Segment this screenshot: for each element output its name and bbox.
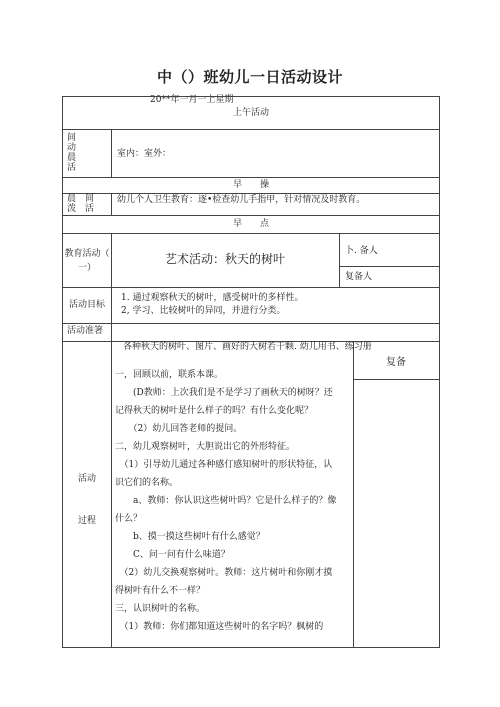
process-line: 什么？ <box>115 514 143 524</box>
materials-label: 活动准箸 <box>67 326 104 336</box>
inspection-label: 晨 间 泼 活 <box>67 194 95 214</box>
process-line: 二，幼儿观察树叶，大胆说出它的外形特征。 <box>115 442 296 452</box>
review-column-header: 复备 <box>386 357 406 368</box>
process-content <box>115 366 351 636</box>
process-line: （1）教师：你们都知道这些树叶的名字吗？枫树的 <box>115 622 324 632</box>
goal-item: 2, 学习、比较树叶的异同，并进行分类。 <box>121 306 286 316</box>
process-line: （1）引导幼儿通过各种感仃感知树叶的形状特征，认 <box>115 460 333 470</box>
activity-title: 艺术活动：秋天的树叶 <box>164 252 285 266</box>
edu-activity-label: 教育活动（ 一） <box>64 249 110 273</box>
inspection-content: 幼儿个人卫生教育：逐•检查幼儿手指甲，针对情况及时教育。 <box>117 195 366 205</box>
process-line: (D教师：上次我们是不是学习了画秋天的树呀？还 <box>115 388 333 398</box>
process-label: 活动 <box>77 474 96 484</box>
process-line: b、摸一摸这些树叶有什么感觉？ <box>115 532 265 542</box>
process-line: 识它们的名称。 <box>115 478 179 488</box>
process-line: 得树叶有什么不一样？ <box>115 586 206 596</box>
preparer-label: 卜. 备人 <box>345 246 378 256</box>
goal-item: 1. 通过观察秋天的树叶，感受树叶的多样性。 <box>121 293 304 303</box>
process-line: （2）幼儿回答老师的提问。 <box>115 424 243 434</box>
process-line: 一，回顾以前，联系本课。 <box>115 370 224 380</box>
page-title: 中（）班幼儿一日活动设计 <box>156 68 343 86</box>
morning-exercise-label: 早 操 <box>232 180 269 190</box>
process-line: （2）幼儿交换观察树叶。教师：这片树叶和你刚才摸 <box>115 568 333 578</box>
greeting-content: 室内：室外： <box>117 149 172 159</box>
date-line: 20**年一月一上星期 <box>150 95 234 105</box>
process-line: 记得秋天的树叶是什么样子的吗？有什么变化呢？ <box>115 406 314 416</box>
process-line: C、问一问有什么味道？ <box>115 550 230 560</box>
greeting-label: 间 动 晨 活 <box>67 133 77 173</box>
morning-activities-header: 上午活动 <box>232 108 269 118</box>
process-line: 三，认识树叶的名称。 <box>115 604 206 614</box>
process-line: a、教师：你认识这些树叶吗？它是什么样子的？像 <box>115 496 337 506</box>
activity-table <box>62 96 440 648</box>
morning-snack-label: 早 点 <box>232 219 269 229</box>
materials-content: 各种秋天的树叶、图片、画好的大树若干颗. 幼儿用书、练习册 <box>123 342 372 352</box>
reviewer-label: 复备人 <box>345 272 373 282</box>
process-label: 过程 <box>77 516 96 526</box>
goals-label: 活动目标 <box>68 300 105 310</box>
